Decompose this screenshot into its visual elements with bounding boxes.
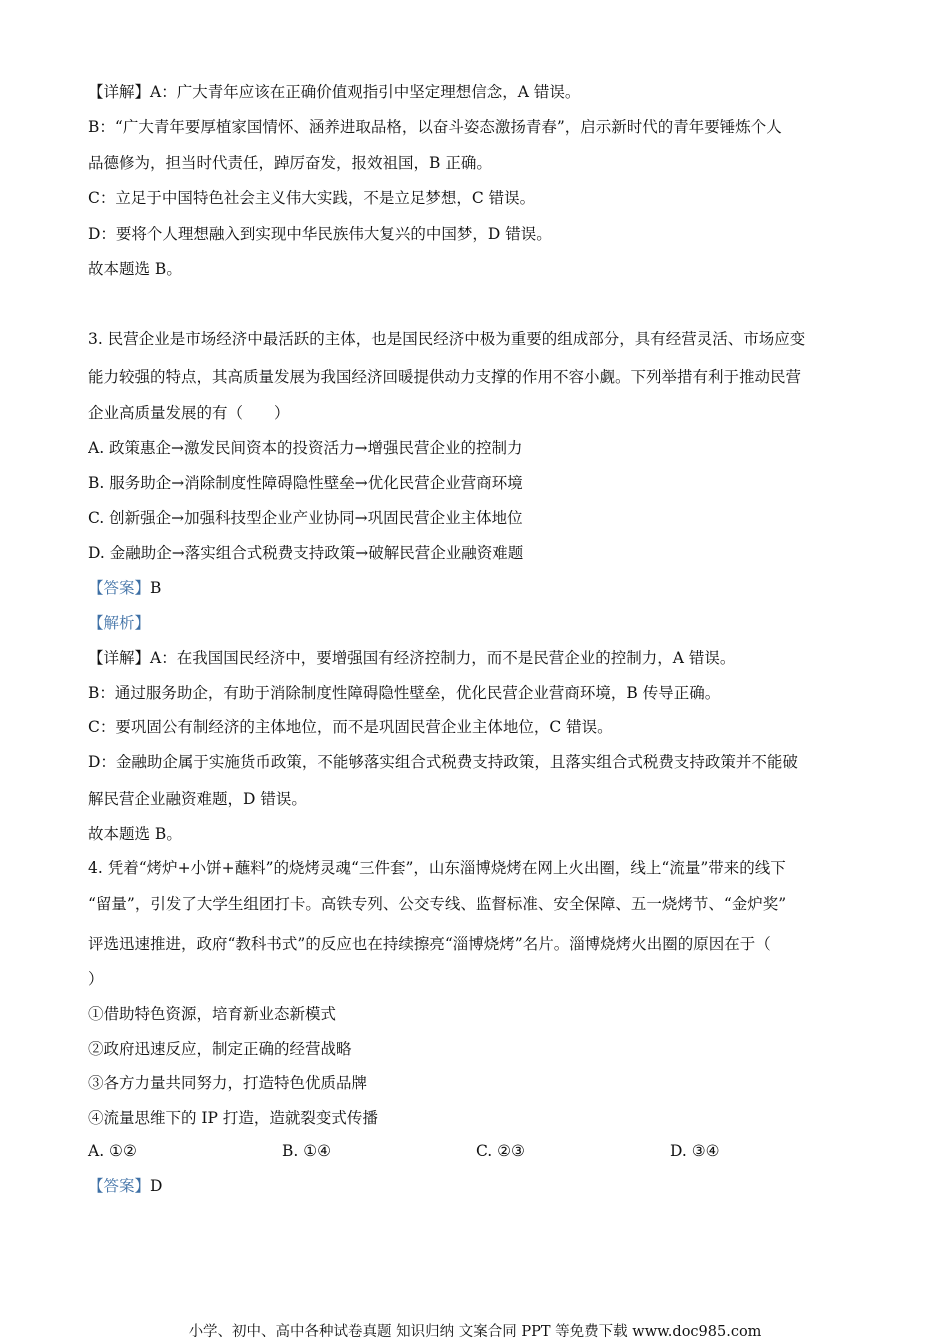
analysis-tag: 【解析】 xyxy=(88,614,151,632)
detail-tag: 【详解】 xyxy=(88,83,151,101)
q4-stem-line3: 评选迅速推进，政府“教科书式”的反应也在持续擦亮“淄博烧烤”名片。淄博烧烤火出圈的原因在于（ xyxy=(88,935,771,953)
q3-stem-line3: 企业高质量发展的有（ ） xyxy=(88,404,290,422)
q4-stem-line1: 4. 凭着“烤炉+小饼+蘸料”的烧烤灵魂“三件套”，山东淄博烧烤在网上火出圈，线上“流量”带来的线下 xyxy=(88,859,786,877)
detail-text: A：在我国国民经济中，要增强国有经济控制力，而不是民营企业的控制力，A 错误。 xyxy=(150,649,736,667)
q4-option-b: B. ①④ xyxy=(282,1142,332,1160)
q3-analysis-heading xyxy=(88,612,873,634)
q4-option-d: D. ③④ xyxy=(670,1142,720,1160)
q3-option-b: B. 服务助企→消除制度性障碍隐性壁垒→优化民营企业营商环境 xyxy=(88,474,523,492)
q3-detail-d-cont: 解民营企业融资难题，D 错误。 xyxy=(88,790,307,808)
q3-stem-line1: 3. 民营企业是市场经济中最活跃的主体，也是国民经济中极为重要的组成部分，具有经营灵活、市场应变 xyxy=(88,330,806,348)
detail-paragraph-a xyxy=(88,81,873,103)
detail-tag: 【详解】 xyxy=(88,649,151,667)
q3-detail-a xyxy=(88,647,873,669)
q4-option-a: A. ①② xyxy=(88,1142,137,1160)
answer-tag: 【答案】 xyxy=(88,1177,151,1195)
q4-statement-4: ④流量思维下的 IP 打造，造就裂变式传播 xyxy=(88,1109,378,1127)
detail-paragraph-d: D：要将个人理想融入到实现中华民族伟大复兴的中国梦，D 错误。 xyxy=(88,225,552,243)
q3-option-c: C. 创新强企→加强科技型企业产业协同→巩固民营企业主体地位 xyxy=(88,509,523,527)
q3-option-d: D. 金融助企→落实组合式税费支持政策→破解民营企业融资难题 xyxy=(88,544,524,562)
page-footer: 小学、初中、高中各种试卷真题 知识归纳 文案合同 PPT 等免费下载 www.doc985.com xyxy=(188,1324,762,1340)
q3-conclusion: 故本题选 B。 xyxy=(88,825,182,843)
detail-conclusion: 故本题选 B。 xyxy=(88,260,182,278)
detail-paragraph-b-cont: 品德修为，担当时代责任，踔厉奋发，报效祖国，B 正确。 xyxy=(88,154,492,172)
q3-option-a: A. 政策惠企→激发民间资本的投资活力→增强民营企业的控制力 xyxy=(88,439,523,457)
q4-stem-line2: “留量”，引发了大学生组团打卡。高铁专列、公交专线、监督标准、安全保障、五一烧烤节、“金炉奖” xyxy=(88,895,787,913)
q4-statement-1: ①借助特色资源，培育新业态新模式 xyxy=(88,1005,337,1023)
q4-options xyxy=(88,1140,873,1162)
q4-answer xyxy=(88,1175,873,1197)
q3-detail-c: C：要巩固公有制经济的主体地位，而不是巩固民营企业主体地位，C 错误。 xyxy=(88,718,613,736)
answer-value: B xyxy=(150,579,162,597)
q4-statement-3: ③各方力量共同努力，打造特色优质品牌 xyxy=(88,1074,368,1092)
detail-paragraph-b: B：“广大青年要厚植家国情怀、涵养进取品格，以奋斗姿态激扬青春”，启示新时代的青年要锤炼个人 xyxy=(88,118,782,136)
answer-tag: 【答案】 xyxy=(88,579,151,597)
q4-stem-line4: ） xyxy=(88,970,104,988)
q3-detail-d: D：金融助企属于实施货币政策，不能够落实组合式税费支持政策，且落实组合式税费支持政策并不能破 xyxy=(88,753,798,771)
answer-value: D xyxy=(150,1177,163,1195)
q4-option-c: C. ②③ xyxy=(476,1142,525,1160)
q4-statement-2: ②政府迅速反应，制定正确的经营战略 xyxy=(88,1040,352,1058)
q3-answer xyxy=(88,577,873,599)
detail-text: A：广大青年应该在正确价值观指引中坚定理想信念，A 错误。 xyxy=(150,83,581,101)
detail-paragraph-c: C：立足于中国特色社会主义伟大实践，不是立足梦想，C 错误。 xyxy=(88,189,536,207)
q3-detail-b: B：通过服务助企，有助于消除制度性障碍隐性壁垒，优化民营企业营商环境，B 传导正确。 xyxy=(88,684,721,702)
q3-stem-line2: 能力较强的特点，其高质量发展为我国经济回暖提供动力支撑的作用不容小觑。下列举措有利于推动民营 xyxy=(88,368,802,386)
